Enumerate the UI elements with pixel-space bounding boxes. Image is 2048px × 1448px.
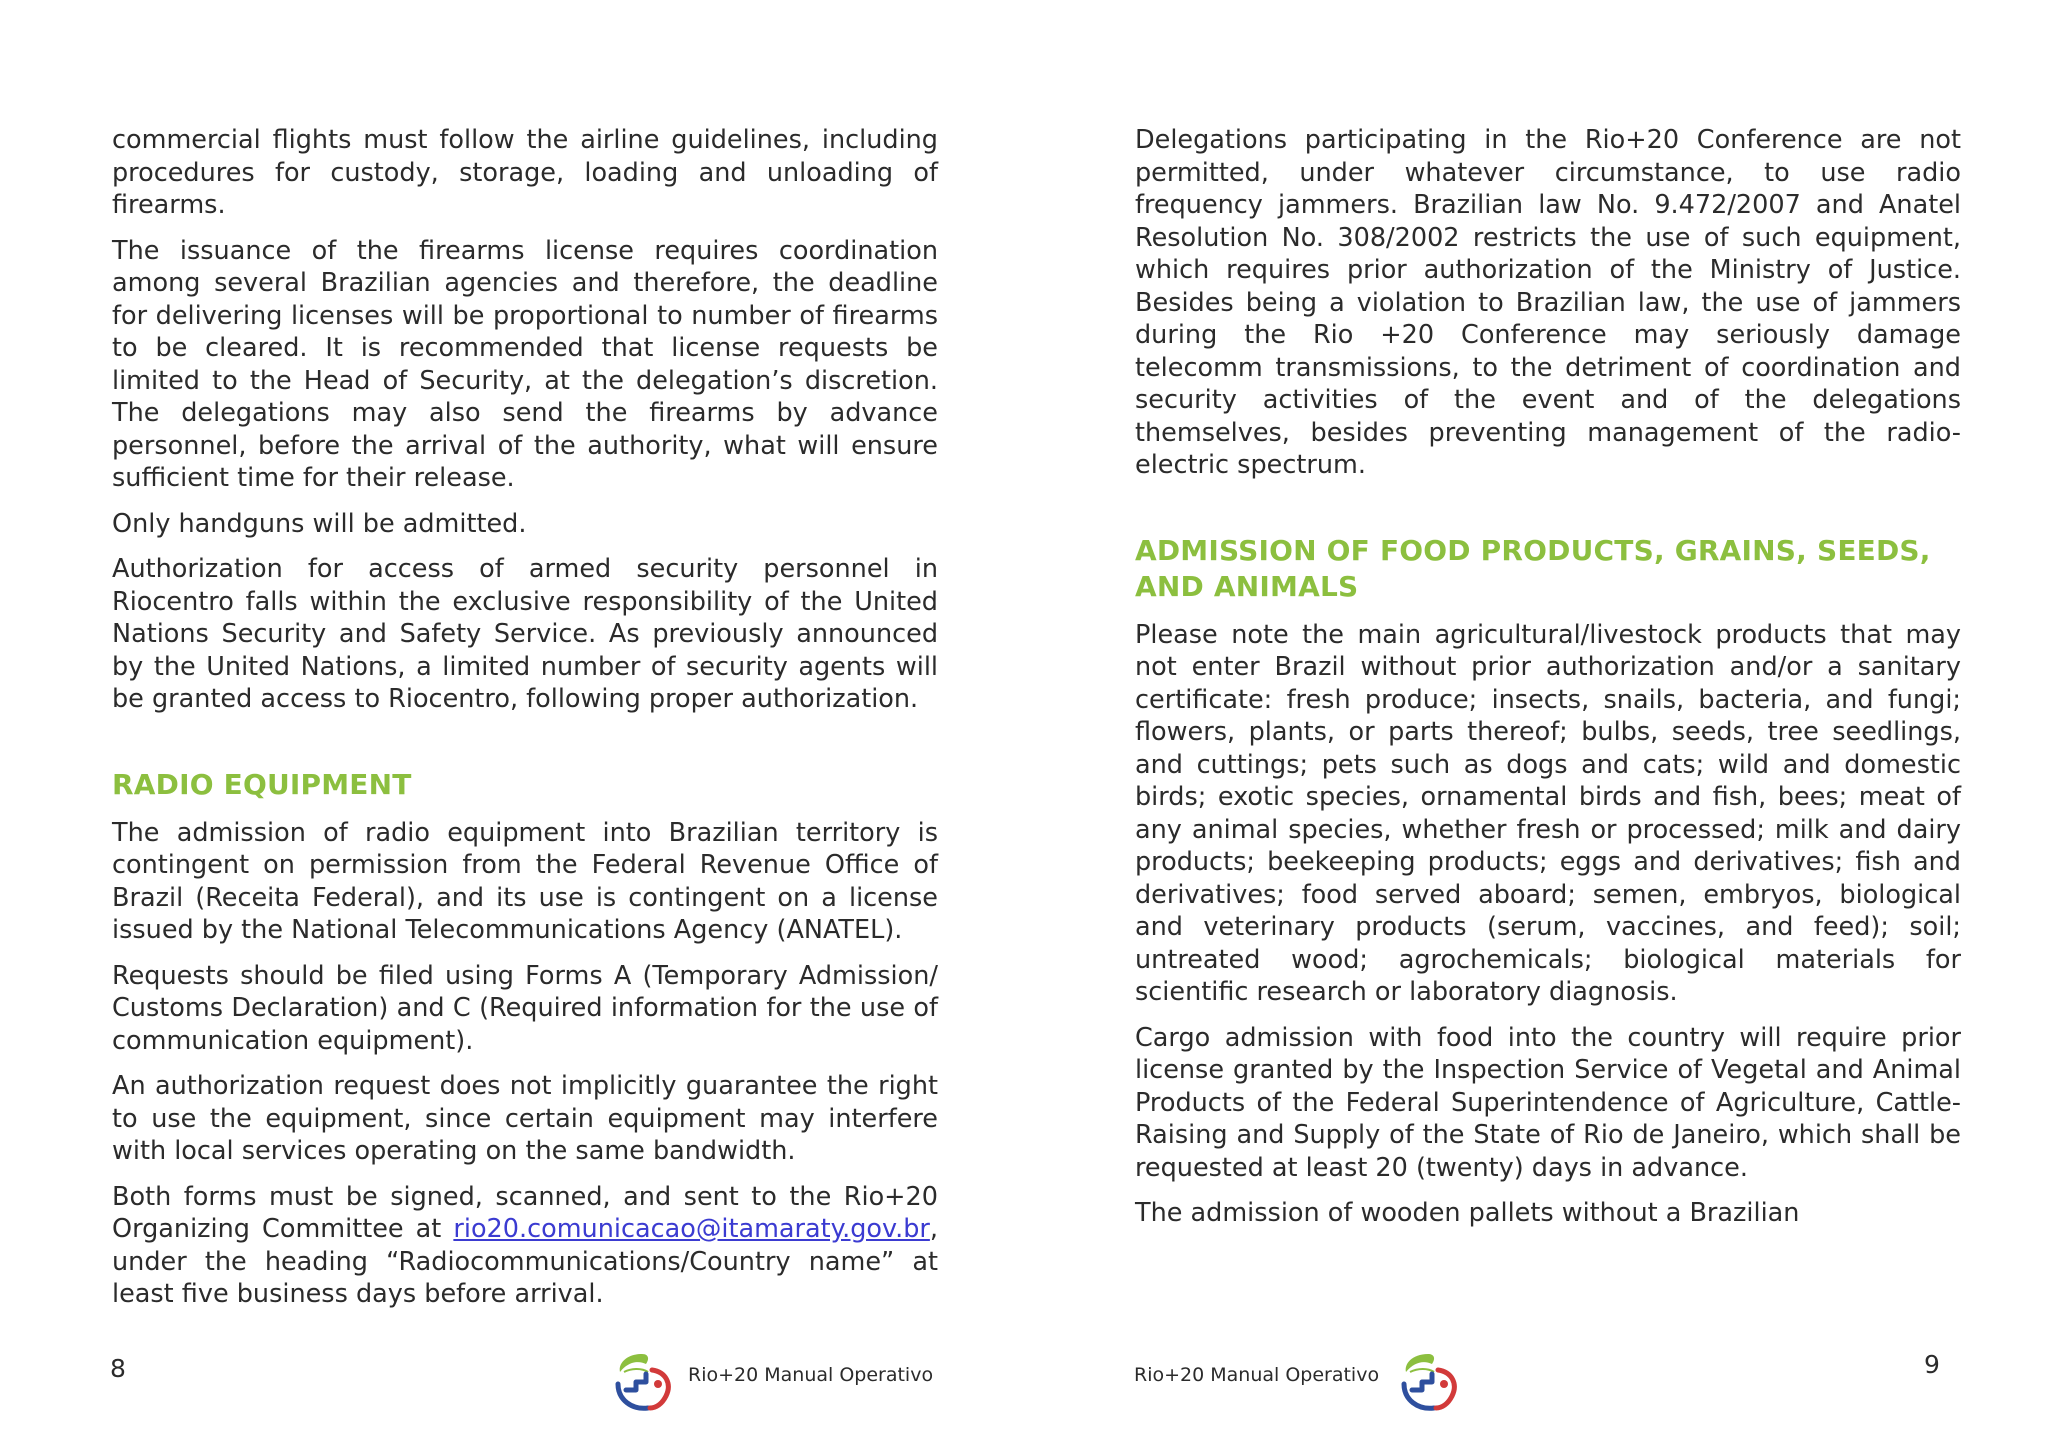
paragraph: Requests should be filed using Forms A (Temporary Admission/ Customs Declaration) and C (Required information for the use of communication equipment). <box>112 960 938 1056</box>
right-column <box>1135 124 1961 1243</box>
rio20-logo-icon <box>612 1348 676 1412</box>
footer-title: Rio+20 Manual Operativo <box>1134 1364 1380 1386</box>
email-link[interactable]: rio20.comunicacao@itamaraty.gov.br <box>453 1214 930 1244</box>
section-heading-radio-equipment: RADIO EQUIPMENT <box>112 767 412 801</box>
paragraph: The admission of radio equipment into Brazilian territory is contingent on permission from the Federal Revenue Office of Brazil (Receita Federal), and its use is contingent on a license issued by the National Telecommunications Agency (ANATEL). <box>112 817 938 945</box>
paragraph: The issuance of the firearms license requires coordination among several Brazilian agencies and therefore, the deadline for delivering licenses will be proportional to number of firearms to be cleared. It is recommended that license requests be limited to the Head of Security, at the delegation’s discretion. The delegations may also send the firearms by advance personnel, before the arrival of the authority, what will ensure sufficient time for their release. <box>112 235 938 493</box>
paragraph-text: , under the heading “Radiocommunications/Country name” at least five business days before arrival. <box>112 1214 938 1309</box>
page-number: 8 <box>110 1354 126 1383</box>
paragraph: Cargo admission with food into the country will require prior license granted by the Inspection Service of Vegetal and Animal Products of the Federal Superintendence of Agriculture, Cattle-Raising and Supply of the State of Rio de Janeiro, which shall be requested at least 20 (twenty) days in advance. <box>1135 1022 1961 1183</box>
footer-title: Rio+20 Manual Operativo <box>688 1364 934 1386</box>
paragraph: Please note the main agricultural/livestock products that may not enter Brazil without prior authorization and/or a sanitary certificate: fresh produce; insects, snails, bacteria, and fungi; flowers, plants, or parts thereof; bulbs, seeds, tree seedlings, and cuttings; pets such as dogs and cats; wild and domestic birds; exotic species, ornamental birds and fish, bees; meat of any animal species, whether fresh or processed; milk and dairy products; beekeeping products; eggs and derivatives; fish and derivatives; food served aboard; semen, embryos, biological and veterinary products (serum, vaccines, and feed); soil; untreated wood; agrochemicals; biological materials for scientific research or laboratory diagnosis. <box>1135 619 1961 1007</box>
paragraph: Only handguns will be admitted. <box>112 508 527 539</box>
section-gap <box>112 729 938 767</box>
paragraph: Authorization for access of armed security personnel in Riocentro falls within the exclusive responsibility of the United Nations Security and Safety Service. As previously announced by the United Nations, a limited number of security agents will be granted access to Riocentro, following proper authorization. <box>112 554 938 714</box>
paragraph-with-email <box>112 1181 938 1311</box>
paragraph-text: Both forms must be signed, scanned, and sent to the Rio+20 Organizing Committee at <box>112 1181 938 1244</box>
left-column <box>112 124 938 1324</box>
page-number: 9 <box>1924 1350 1940 1379</box>
paragraph: commercial flights must follow the airline guidelines, including procedures for custody, storage, loading and unloading of firearms. <box>112 125 938 220</box>
paragraph: The admission of wooden pallets without a Brazilian <box>1135 1198 1800 1228</box>
section-heading-food-products: ADMISSION OF FOOD PRODUCTS, GRAINS, SEEDS, AND ANIMALS <box>1135 533 1931 603</box>
paragraph: Delegations participating in the Rio+20 Conference are not permitted, under whatever circumstance, to use radio frequency jammers. Brazilian law No. 9.472/2007 and Anatel Resolution No. 308/2002 restricts the use of such equipment, which requires prior authorization of the Ministry of Justice. Besides being a violation to Brazilian law, the use of jammers during the Rio +20 Conference may seriously damage telecomm transmissions, to the detriment of coordination and security activities of the event and of the delegations themselves, besides preventing management of the radio-electric spectrum. <box>1135 125 1961 480</box>
right-page <box>1024 0 2048 1448</box>
rio20-logo-icon <box>1398 1348 1462 1412</box>
section-gap <box>1135 495 1961 533</box>
paragraph: An authorization request does not implicitly guarantee the right to use the equipment, since certain equipment may interfere with local services operating on the same bandwidth. <box>112 1071 938 1166</box>
